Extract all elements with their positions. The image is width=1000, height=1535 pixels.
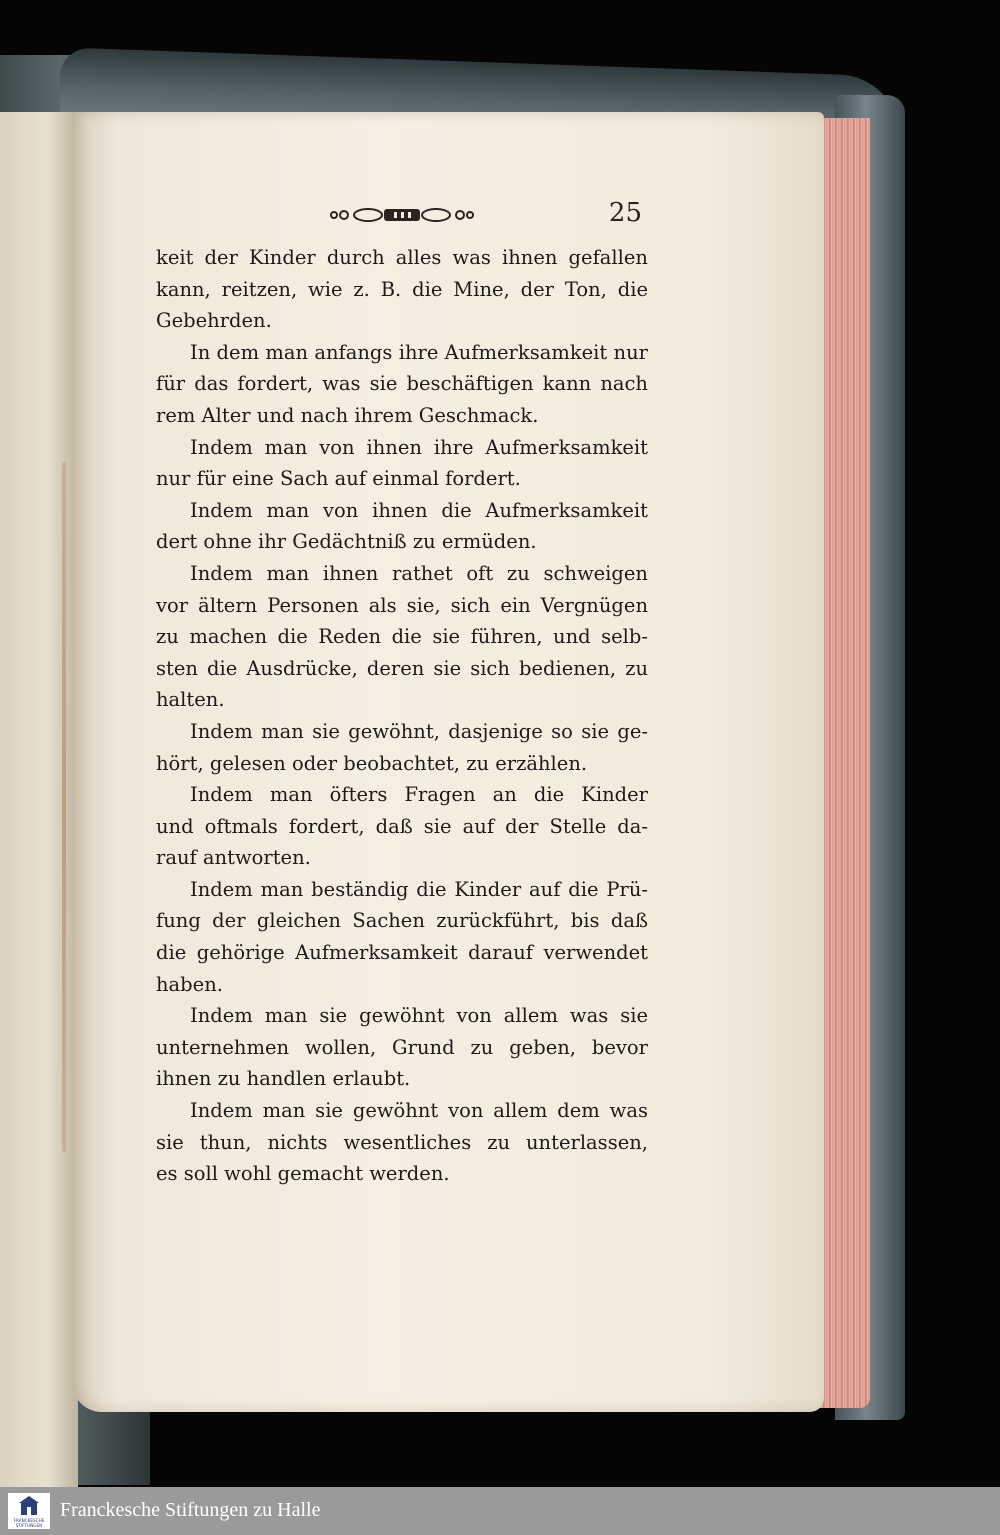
text-line: hört, gelesen oder beobachtet, zu erzählen. — [156, 751, 588, 775]
text-line: rem Alter und nach ihrem Geschmack. — [156, 403, 539, 427]
text-line: sten die Ausdrücke, deren sie sich bedienen, zu — [156, 656, 648, 680]
text-line: vor ältern Personen als sie, sich ein Vergnügen — [156, 593, 648, 617]
text-line: sie thun, nichts wesentliches zu unterlassen, — [156, 1130, 648, 1154]
ornament-icon — [328, 204, 476, 226]
text-line: Indem man sie gewöhnt, dasjenige so sie ge- — [190, 719, 648, 743]
text-line: rauf antworten. — [156, 846, 311, 870]
text-line: zu machen die Reden die sie führen, und selb- — [156, 625, 648, 649]
text-line: halten. — [156, 688, 225, 712]
logo-text-2: STIFTUNGEN — [15, 1523, 43, 1528]
page-text — [156, 242, 648, 1190]
text-line: die gehörige Aufmerksamkeit darauf verwendet — [156, 941, 648, 965]
footer-bar — [0, 1487, 1000, 1535]
text-line: In dem man anfangs ihre Aufmerksamkeit nur — [190, 340, 648, 364]
text-line: Indem man öfters Fragen an die Kinder — [190, 783, 648, 807]
text-line: Indem man ihnen rathet oft zu schweigen — [190, 561, 648, 585]
text-line: ihnen zu handlen erlaubt. — [156, 1067, 411, 1091]
text-line: fung der gleichen Sachen zurückführt, bis daß — [156, 909, 648, 933]
left-page-edge — [0, 112, 78, 1487]
text-line: unternehmen wollen, Grund zu geben, bevor — [156, 1035, 648, 1059]
text-line: für das fordert, was sie beschäftigen kann nach — [156, 372, 648, 396]
text-line: dert ohne ihr Gedächtniß zu ermüden. — [156, 530, 537, 554]
institution-logo-icon — [8, 1493, 50, 1529]
gutter-shadow — [62, 462, 66, 1152]
logo-text-1: FRANCKESCHE — [13, 1518, 45, 1523]
page-number: 25 — [608, 198, 642, 228]
text-line: Gebehrden. — [156, 309, 272, 333]
institution-name: Franckesche Stiftungen zu Halle — [60, 1499, 321, 1521]
text-line: haben. — [156, 972, 223, 996]
text-line: Indem man sie gewöhnt von allem was sie — [190, 1004, 648, 1028]
text-line: es soll wohl gemacht werden. — [156, 1162, 450, 1186]
text-line: keit der Kinder durch alles was ihnen gefallen — [156, 246, 648, 269]
page-header — [328, 198, 644, 234]
text-line: nur für eine Sach auf einmal fordert. — [156, 467, 521, 491]
text-line: kann, reitzen, wie z. B. die Mine, der Ton, die — [156, 277, 648, 301]
text-line: Indem man von ihnen ihre Aufmerksamkeit — [190, 435, 648, 459]
text-line: Indem man beständig die Kinder auf die Prü- — [190, 877, 648, 901]
text-line: und oftmals fordert, daß sie auf der Stelle da- — [156, 814, 648, 838]
text-line: Indem man von ihnen die Aufmerksamkeit — [190, 498, 648, 522]
text-line: Indem man sie gewöhnt von allem dem was — [190, 1099, 648, 1123]
